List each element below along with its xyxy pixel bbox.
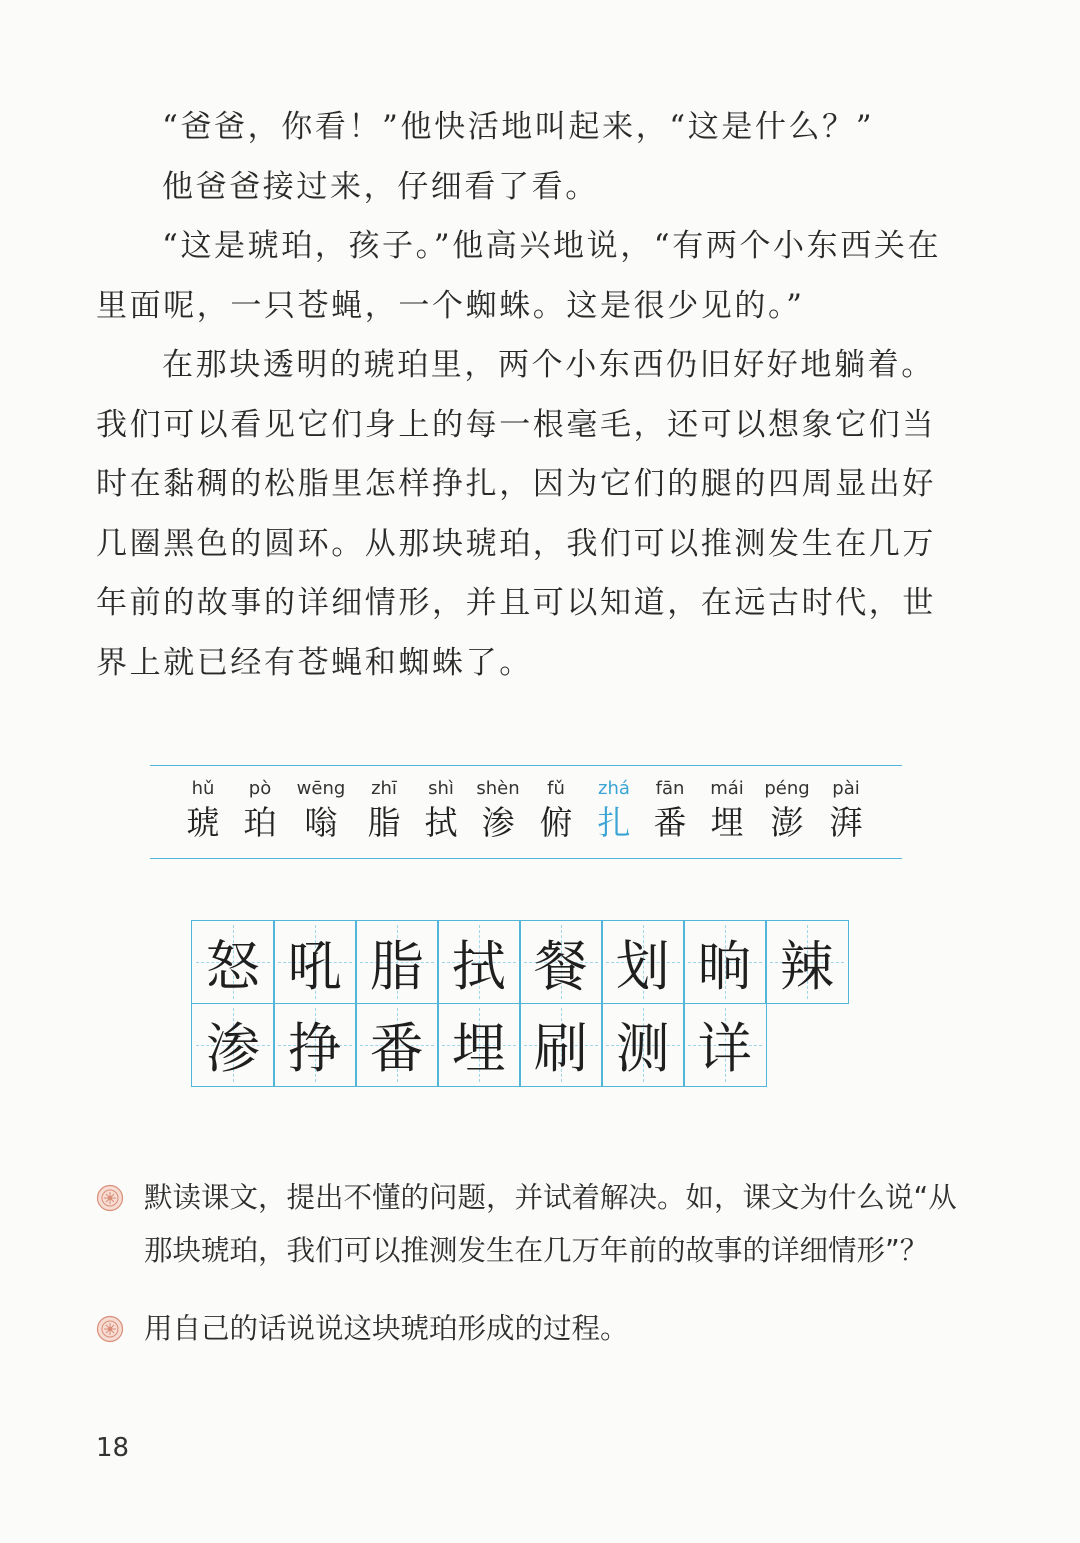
grid-character: 怒 xyxy=(205,934,260,998)
page-number: 18 xyxy=(96,1433,130,1463)
character: 嗡 xyxy=(304,803,338,842)
grid-cell xyxy=(601,920,685,1004)
paragraph: 在那块透明的琥珀里，两个小东西仍旧好好地躺着。我们可以看见它们身上的每一根毫毛，还可以想象它们当时在黏稠的松脂里怎样挣扎，因为它们的腿的四周显出好几圈黑色的圆环。从那块琥珀，我们可以推测发生在几万年前的故事的详细情形，并且可以知道，在远古时代，世界上就已经有苍蝇和蜘蛛了。 xyxy=(96,347,936,681)
character: 澎 xyxy=(770,803,804,842)
grid-cell xyxy=(437,1003,521,1087)
pinyin: péng xyxy=(764,778,810,799)
grid-cell xyxy=(683,1003,767,1087)
new-word xyxy=(286,776,356,844)
new-word xyxy=(225,776,295,844)
character: 扎 xyxy=(597,803,631,842)
character: 俯 xyxy=(539,803,573,842)
writing-grid-row xyxy=(191,1004,767,1088)
grid-cell xyxy=(437,920,521,1004)
paragraph: 他爸爸接过来，仔细看了看。 xyxy=(162,168,599,205)
flower-badge-icon xyxy=(96,1315,124,1343)
grid-cell xyxy=(191,920,275,1004)
grid-cell xyxy=(355,920,439,1004)
pinyin: wēng xyxy=(296,778,346,799)
pinyin: shèn xyxy=(476,778,520,799)
writing-grid-row xyxy=(191,920,849,1004)
grid-character: 详 xyxy=(697,1017,752,1080)
question-text: 默读课文，提出不懂的问题，并试着解决。如，课文为什么说“从那块琥珀，我们可以推测发生在几万年前的故事的详细情形”？ xyxy=(144,1181,957,1267)
question xyxy=(96,1302,976,1355)
grid-character: 脂 xyxy=(369,934,424,998)
grid-cell xyxy=(355,1003,439,1087)
grid-cell xyxy=(191,1003,275,1087)
grid-character: 番 xyxy=(369,1017,424,1080)
pinyin: mái xyxy=(710,778,744,799)
paragraph: “这是琥珀，孩子。”他高兴地说，“有两个小东西关在里面呢，一只苍蝇，一个蜘蛛。这是很少见的。” xyxy=(96,228,942,324)
grid-cell xyxy=(273,920,357,1004)
character: 番 xyxy=(653,803,687,842)
question-text: 用自己的话说说这块琥珀形成的过程。 xyxy=(144,1312,629,1345)
character: 渗 xyxy=(481,803,515,842)
grid-cell xyxy=(519,920,603,1004)
character: 埋 xyxy=(710,803,744,842)
grid-character: 餐 xyxy=(533,934,588,998)
pinyin: pài xyxy=(832,778,860,799)
grid-character: 渗 xyxy=(205,1017,260,1080)
paragraph: “爸爸，你看！”他快活地叫起来，“这是什么？” xyxy=(162,109,875,145)
grid-cell xyxy=(601,1003,685,1087)
grid-character: 辣 xyxy=(779,934,834,998)
grid-character: 拭 xyxy=(451,934,506,998)
pinyin: zhá xyxy=(598,778,630,799)
pinyin: fǔ xyxy=(547,778,565,799)
grid-character: 吼 xyxy=(287,934,342,998)
pinyin: pò xyxy=(248,778,272,799)
grid-cell xyxy=(519,1003,603,1087)
grid-character: 晌 xyxy=(697,934,752,998)
reading-text xyxy=(96,98,966,693)
character: 拭 xyxy=(424,803,458,842)
pinyin: hǔ xyxy=(191,778,215,799)
grid-cell xyxy=(765,920,849,1004)
pinyin: shì xyxy=(428,778,454,799)
grid-character: 划 xyxy=(615,934,670,998)
grid-character: 挣 xyxy=(287,1017,342,1080)
pinyin: fān xyxy=(655,778,685,799)
character: 珀 xyxy=(243,803,277,842)
new-words-strip xyxy=(150,765,902,859)
grid-cell xyxy=(273,1003,357,1087)
character: 琥 xyxy=(186,803,220,842)
question xyxy=(96,1171,976,1277)
flower-badge-icon xyxy=(96,1184,124,1212)
pinyin: zhī xyxy=(371,778,397,799)
grid-character: 测 xyxy=(615,1017,670,1080)
grid-cell xyxy=(683,920,767,1004)
new-word xyxy=(811,776,881,844)
grid-character: 埋 xyxy=(451,1017,506,1080)
grid-character: 刷 xyxy=(533,1017,588,1080)
character: 湃 xyxy=(829,803,863,842)
character: 脂 xyxy=(367,803,401,842)
